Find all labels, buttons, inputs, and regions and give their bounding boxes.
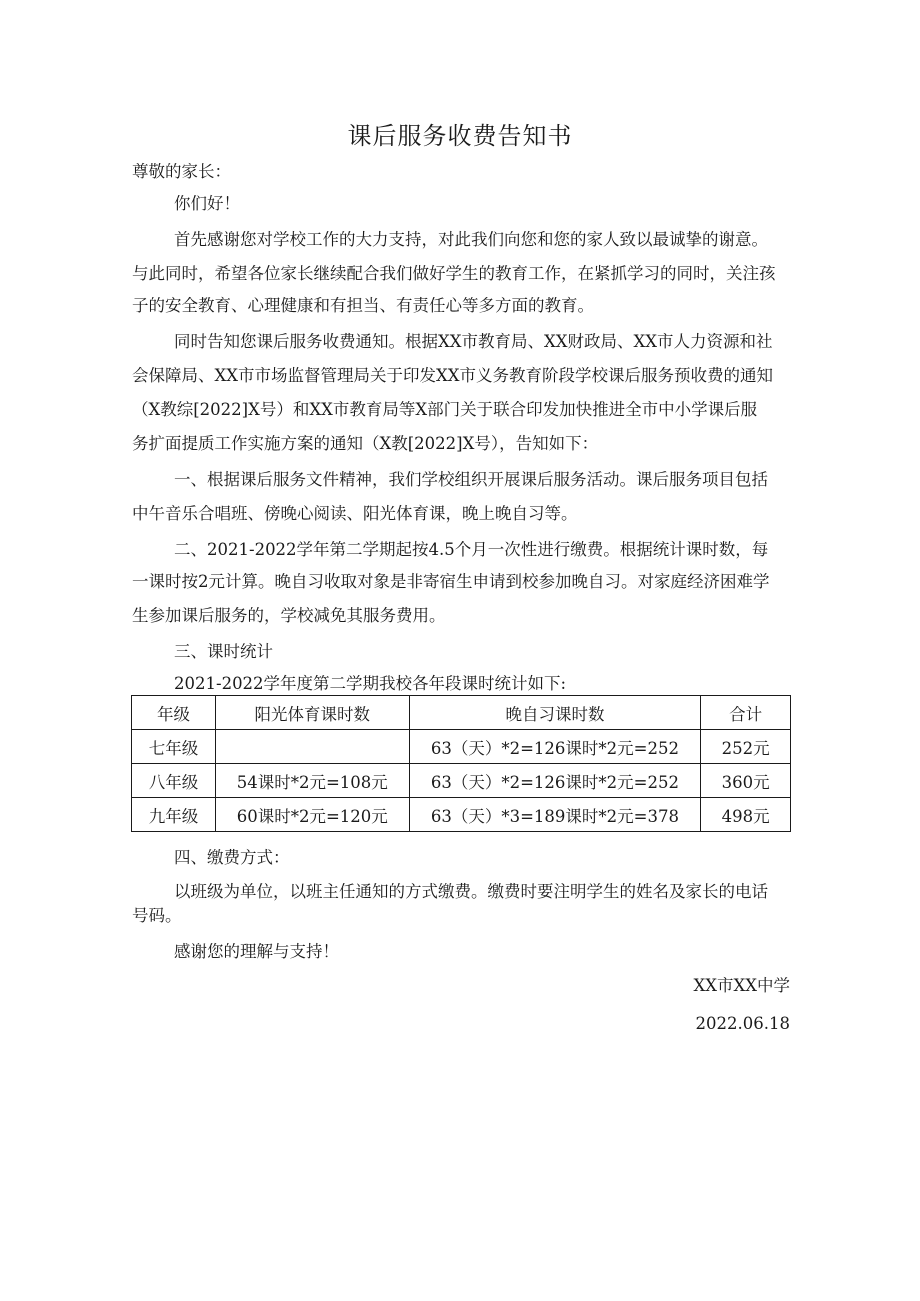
table-row: [132, 798, 791, 832]
signature: XX市XX中学: [693, 976, 790, 995]
table-cell: 63（天）*2=126课时*2元=252: [409, 764, 701, 798]
table-header-cell: 阳光体育课时数: [215, 696, 409, 730]
date: 2022.06.18: [695, 1014, 790, 1033]
table-cell: 252元: [701, 730, 791, 764]
section4-line: 以班级为单位，以班主任通知的方式缴费。缴费时要注明学生的姓名及家长的电话: [174, 882, 768, 901]
table-header-cell: 年级: [132, 696, 216, 730]
table-header-row: [132, 696, 791, 730]
table-header-cell: 晚自习课时数: [409, 696, 701, 730]
para1-line: 子的安全教育、心理健康和有担当、有责任心等多方面的教育。: [132, 296, 594, 315]
para2-line: 会保障局、XX市市场监督管理局关于印发XX市义务教育阶段学校课后服务预收费的通知: [132, 366, 773, 385]
para2-line: 同时告知您课后服务收费通知。根据XX市教育局、XX财政局、XX市人力资源和社: [174, 332, 773, 351]
section4-heading: 四、缴费方式：: [174, 848, 290, 867]
table-cell: 63（天）*2=126课时*2元=252: [409, 730, 701, 764]
greeting: 尊敬的家长：: [132, 162, 231, 181]
table-cell: 498元: [701, 798, 791, 832]
table-cell: 九年级: [132, 798, 216, 832]
table-cell: 60课时*2元=120元: [215, 798, 409, 832]
table-cell: 54课时*2元=108元: [215, 764, 409, 798]
section2-line: 生参加课后服务的，学校减免其服务费用。: [132, 606, 446, 625]
para2-line: 务扩面提质工作实施方案的通知（X教[2022]X号），告知如下：: [132, 434, 599, 453]
document-title: 课后服务收费告知书: [347, 122, 573, 150]
section1-line: 一、根据课后服务文件精神，我们学校组织开展课后服务活动。课后服务项目包括: [174, 470, 768, 489]
section4-line: 号码。: [132, 906, 182, 925]
para1-line: 首先感谢您对学校工作的大力支持，对此我们向您和您的家人致以最诚挚的谢意。: [174, 230, 768, 249]
section3-heading: 三、课时统计: [174, 642, 273, 661]
table-cell: 七年级: [132, 730, 216, 764]
para2-line: （X教综[2022]X号）和XX市教育局等X部门关于联合印发加快推进全市中小学课后服: [132, 400, 758, 419]
section2-line: 一课时按2元计算。晚自习收取对象是非寄宿生申请到校参加晚自习。对家庭经济困难学: [132, 572, 770, 591]
table-cell: 63（天）*3=189课时*2元=378: [409, 798, 701, 832]
table-cell: [215, 730, 409, 764]
table-row: [132, 764, 791, 798]
table-caption: 2021-2022学年度第二学期我校各年段课时统计如下:: [174, 674, 567, 693]
table-header-cell: 合计: [701, 696, 791, 730]
hello-line: 你们好！: [174, 194, 240, 213]
section2-line: 二、2021-2022学年第二学期起按4.5个月一次性进行缴费。根据统计课时数，每: [174, 540, 769, 559]
table-row: [132, 730, 791, 764]
para1-line: 与此同时，希望各位家长继续配合我们做好学生的教育工作，在紧抓学习的同时，关注孩: [132, 264, 776, 283]
table-cell: 八年级: [132, 764, 216, 798]
table-cell: 360元: [701, 764, 791, 798]
section1-line: 中午音乐合唱班、傍晚心阅读、阳光体育课，晚上晚自习等。: [132, 504, 578, 523]
thanks-line: 感谢您的理解与支持！: [174, 942, 339, 961]
class-hours-table: [131, 695, 791, 832]
